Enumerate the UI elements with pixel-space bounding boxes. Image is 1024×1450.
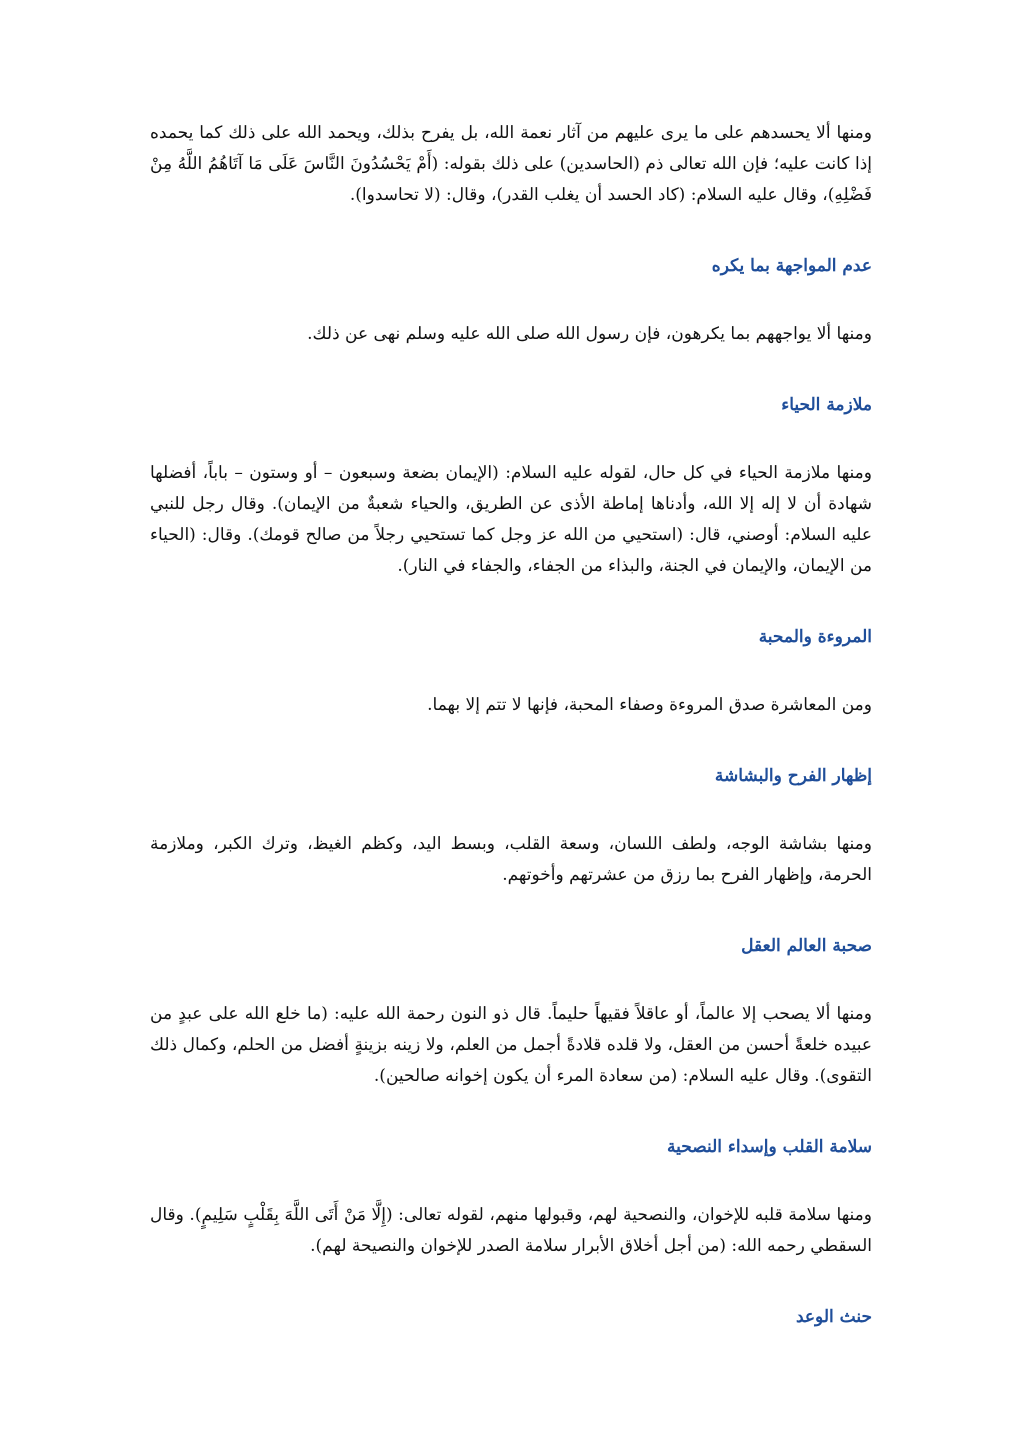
spacer <box>150 420 872 458</box>
spacer <box>150 1092 872 1132</box>
heading-modesty: ملازمة الحياء <box>781 395 872 415</box>
heading-chivalry-love: المروءة والمحبة <box>758 627 872 647</box>
paragraph-company-of-scholar: ومنها ألا يصحب إلا عالماً، أو عاقلاً فقيهاً حليماً. قال ذو النون رحمة الله عليه: (ما خلع الله على عبدٍ من عبيده خلعةً أحسن من العقل، ولا قلده قلادةً أجمل من العلم، ولا زينه بزينةٍ أفضل من الحلم، وكمال ذلك التقوى). وقال عليه السلام: (من سعادة المرء أن يكون إخوانه صالحين). <box>150 1004 872 1086</box>
spacer <box>150 211 872 251</box>
paragraph-joy-cheerfulness: ومنها بشاشة الوجه، ولطف اللسان، وسعة القلب، وبسط اليد، وكظم الغيظ، وترك الكبر، وملازمة الحرمة، وإظهار الفرح بما رزق من عشرتهم وأخوتهم. <box>150 834 872 885</box>
spacer <box>150 1262 872 1302</box>
spacer <box>150 891 872 931</box>
spacer <box>150 652 872 690</box>
spacer <box>150 582 872 622</box>
heading-company-of-scholar: صحبة العالم العقل <box>741 936 872 956</box>
paragraph-no-envy: ومنها ألا يحسدهم على ما يرى عليهم من آثار نعمة الله، بل يفرح بذلك، ويحمد الله على ذلك كما يحمده إذا كانت عليه؛ فإن الله تعالى ذم (الحاسدين) على ذلك بقوله: (أَمْ يَحْسُدُونَ النَّاسَ عَلَى مَا آتَاهُمُ اللَّهُ مِنْ فَضْلِهِ)، وقال عليه السلام: (كاد الحسد أن يغلب القدر)، وقال: (لا تحاسدوا). <box>150 123 872 205</box>
paragraph-no-confrontation: ومنها ألا يواجههم بما يكرهون، فإن رسول الله صلى الله عليه وسلم نهى عن ذلك. <box>307 324 872 344</box>
document-page <box>150 118 872 1332</box>
heading-no-confrontation: عدم المواجهة بما يكره <box>711 256 872 276</box>
paragraph-sound-heart-advice: ومنها سلامة قلبه للإخوان، والنصحية لهم، وقبولها منهم، لقوله تعالى: (إِلَّا مَنْ أَتَى اللَّهَ بِقَلْبٍ سَلِيمٍ). وقال السقطي رحمه الله: (من أجل أخلاق الأبرار سلامة الصدر للإخوان والنصيحة لهم). <box>150 1205 872 1256</box>
spacer <box>150 281 872 319</box>
spacer <box>150 961 872 999</box>
heading-sound-heart-advice: سلامة القلب وإسداء النصحية <box>667 1137 872 1157</box>
heading-breaking-promise: حنث الوعد <box>795 1307 872 1327</box>
heading-joy-cheerfulness: إظهار الفرح والبشاشة <box>714 766 872 786</box>
paragraph-modesty: ومنها ملازمة الحياء في كل حال، لقوله عليه السلام: (الإيمان بضعة وسبعون – أو وستون – باباً، أفضلها شهادة أن لا إله إلا الله، وأدناها إماطة الأذى عن الطريق، والحياء شعبةٌ من الإيمان). وقال رجل للنبي عليه السلام: أوصني، قال: (استحيي من الله عز وجل كما تستحيي رجلاً من صالح قومك). وقال: (الحياء من الإيمان، والإيمان في الجنة، والبذاء من الجفاء، والجفاء في النار). <box>150 463 872 576</box>
spacer <box>150 350 872 390</box>
spacer <box>150 1162 872 1200</box>
spacer <box>150 791 872 829</box>
paragraph-chivalry-love: ومن المعاشرة صدق المروءة وصفاء المحبة، فإنها لا تتم إلا بهما. <box>427 695 872 715</box>
spacer <box>150 721 872 761</box>
